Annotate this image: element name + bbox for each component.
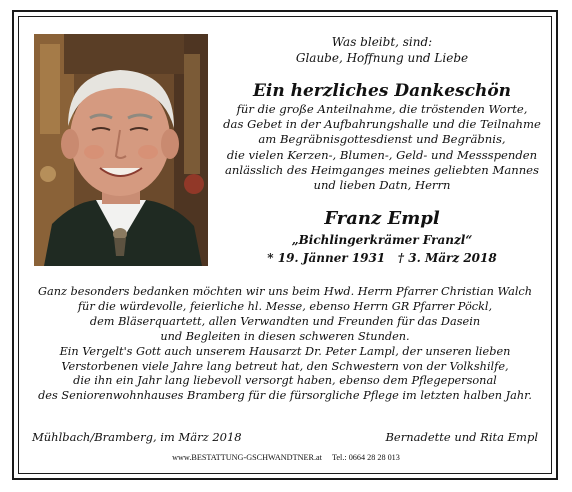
signers: Bernadette und Rita Empl <box>385 430 538 444</box>
motto <box>232 34 532 66</box>
thanks-line: für die große Anteilnahme, die tröstenden Worte, <box>236 102 528 116</box>
birth-date: * 19. Jänner 1931 <box>267 251 386 265</box>
acknowledgement-text <box>24 285 546 404</box>
body-line: die ihn ein Jahr lang liebevoll versorgt haben, ebenso dem Pflegepersonal <box>73 374 497 388</box>
life-dates <box>218 250 546 266</box>
thanks-text <box>218 102 546 193</box>
funeral-home-website[interactable]: www.BESTATTUNG-GSCHWANDTNER.at <box>172 453 322 462</box>
portrait-photo <box>34 34 208 266</box>
body-line: dem Bläserquartett, allen Verwandten und Freunden für das Dasein <box>89 314 481 328</box>
thanks-line: die vielen Kerzen-, Blumen-, Geld- und Messspenden <box>226 147 538 162</box>
funeral-home-phone: Tel.: 0664 28 28 013 <box>331 453 400 462</box>
body-line: für die würdevolle, feierliche hl. Messe, ebenso Herrn GR Pfarrer Pöckl, <box>77 299 493 313</box>
motto-line: Was bleibt, sind: <box>331 35 433 49</box>
body-line: Ein Vergelt's Gott auch unserem Hausarzt Dr. Peter Lampl, der unseren lieben <box>59 344 511 358</box>
body-line: Verstorbenen viele Jahre lang betreut hat, den Schwestern von der Volkshilfe, <box>61 359 509 373</box>
body-line: und Begleiten in diesen schweren Stunden. <box>160 329 410 343</box>
thanks-line: das Gebet in der Aufbahrungshalle und die Teilnahme <box>223 117 541 132</box>
body-line: des Seniorenwohnhauses Bramberg für die fürsorgliche Pflege im letzten halben Jahr. <box>38 389 532 403</box>
thanks-line: anlässlich des Heimganges meines geliebten Mannes <box>225 162 539 177</box>
body-line: Ganz besonders bedanken möchten wir uns beim Hwd. Herrn Pfarrer Christian Walch <box>37 285 533 298</box>
thanks-line: und lieben Datn, Herrn <box>313 178 451 193</box>
place-date: Mühlbach/Bramberg, im März 2018 <box>32 430 242 444</box>
motto-line: Glaube, Hoffnung und Liebe <box>295 51 469 65</box>
thanks-heading: Ein herzliches Dankeschön <box>252 81 512 101</box>
thanks-line: am Begräbnisgottesdienst und Begräbnis, <box>258 132 506 147</box>
death-date: † 3. März 2018 <box>397 251 497 265</box>
deceased-nickname: „Bichlingerkrämer Franzl“ <box>291 233 473 247</box>
footer <box>0 452 572 464</box>
deceased-name: Franz Empl <box>324 208 440 229</box>
